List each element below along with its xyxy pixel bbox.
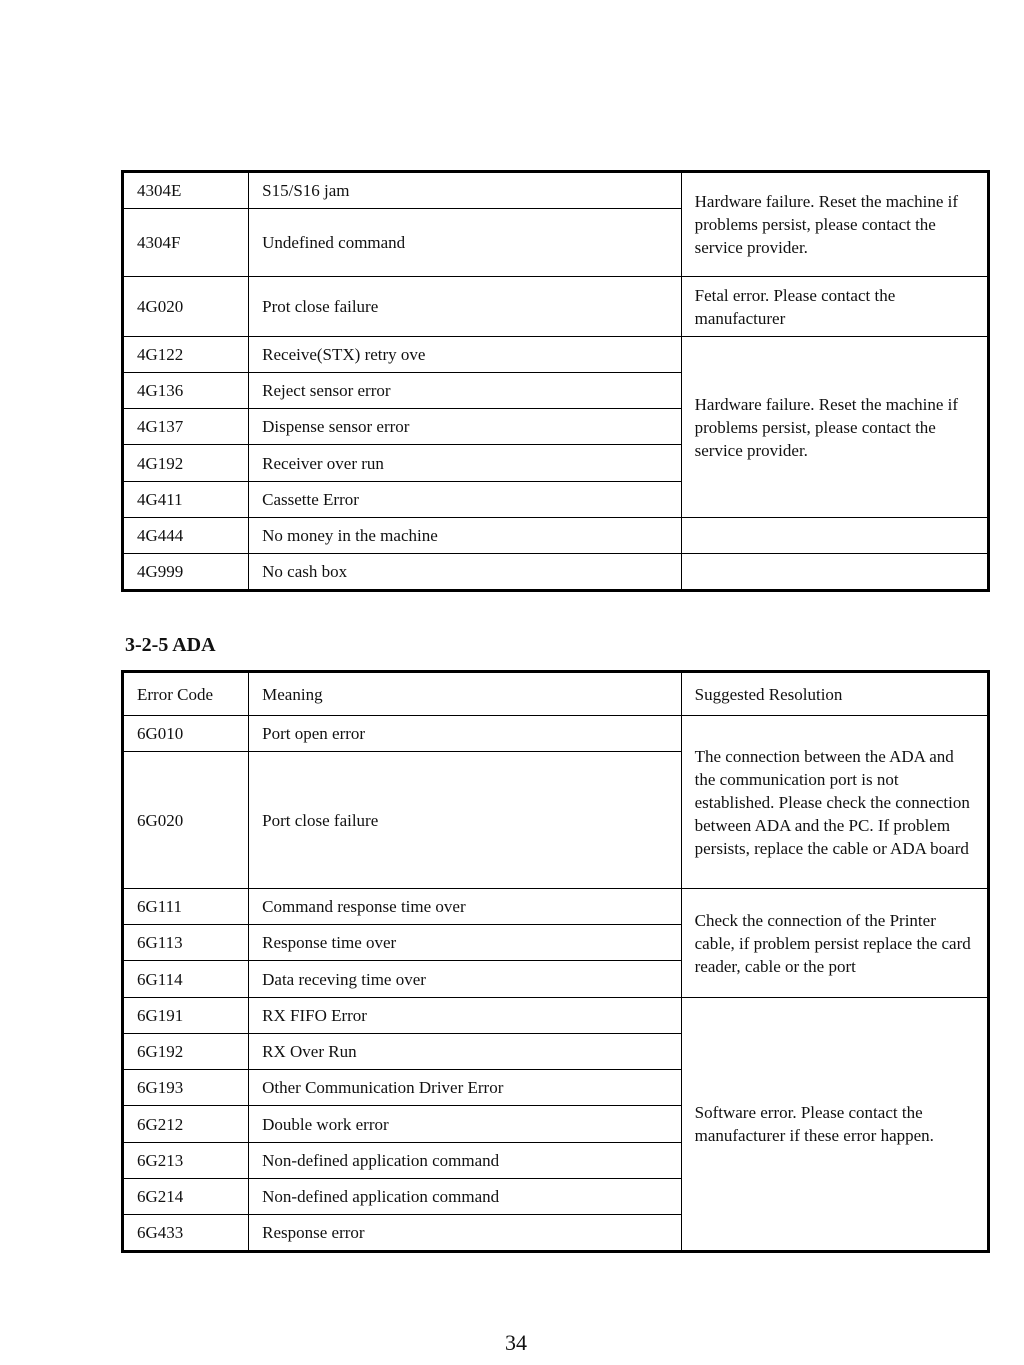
table-row xyxy=(123,172,989,209)
suggested-resolution xyxy=(681,554,988,591)
table-row xyxy=(123,337,989,373)
error-table-ada xyxy=(121,670,990,1253)
page-number: 34 xyxy=(505,1330,527,1355)
table-row xyxy=(123,277,989,337)
error-code: 4G444 xyxy=(123,518,249,554)
error-meaning: Undefined command xyxy=(249,209,681,277)
table-header-row xyxy=(123,672,989,716)
suggested-resolution: Fetal error. Please contact the manufacturer xyxy=(681,277,988,337)
error-code: 6G214 xyxy=(123,1179,249,1215)
error-code: 4G020 xyxy=(123,277,249,337)
error-meaning: Other Communication Driver Error xyxy=(249,1070,681,1106)
header-suggested-resolution: Suggested Resolution xyxy=(681,672,988,716)
suggested-resolution: Software error. Please contact the manufacturer if these error happen. xyxy=(681,998,988,1252)
error-code: 4304F xyxy=(123,209,249,277)
table-row xyxy=(123,998,989,1034)
error-code: 6G114 xyxy=(123,961,249,998)
error-code: 6G191 xyxy=(123,998,249,1034)
error-meaning: Data receving time over xyxy=(249,961,681,998)
error-code: 6G213 xyxy=(123,1143,249,1179)
error-meaning: Response error xyxy=(249,1215,681,1252)
error-meaning: Non-defined application command xyxy=(249,1179,681,1215)
error-code: 6G212 xyxy=(123,1106,249,1143)
error-code: 4G137 xyxy=(123,409,249,445)
error-meaning: Port close failure xyxy=(249,752,681,889)
error-code: 6G193 xyxy=(123,1070,249,1106)
error-meaning: Command response time over xyxy=(249,889,681,925)
error-meaning: Non-defined application command xyxy=(249,1143,681,1179)
error-meaning: Response time over xyxy=(249,925,681,961)
suggested-resolution: The connection between the ADA and the communication port is not established. Please check the connection between ADA and the PC. If problem persists, replace the cable or ADA board xyxy=(681,716,988,889)
error-meaning: RX Over Run xyxy=(249,1034,681,1070)
error-meaning: Receive(STX) retry ove xyxy=(249,337,681,373)
error-meaning: S15/S16 jam xyxy=(249,172,681,209)
error-meaning: RX FIFO Error xyxy=(249,998,681,1034)
error-code: 4G411 xyxy=(123,482,249,518)
header-meaning: Meaning xyxy=(249,672,681,716)
header-error-code: Error Code xyxy=(123,672,249,716)
error-meaning: Double work error xyxy=(249,1106,681,1143)
error-meaning: Dispense sensor error xyxy=(249,409,681,445)
table-row xyxy=(123,889,989,925)
error-code: 6G113 xyxy=(123,925,249,961)
section-heading: 3-2-5 ADA xyxy=(125,634,216,656)
error-meaning: No money in the machine xyxy=(249,518,681,554)
error-code: 4G122 xyxy=(123,337,249,373)
error-code: 4G999 xyxy=(123,554,249,591)
error-table-1 xyxy=(121,170,990,592)
suggested-resolution: Hardware failure. Reset the machine if problems persist, please contact the service provider. xyxy=(681,172,988,277)
error-code: 6G433 xyxy=(123,1215,249,1252)
error-code: 6G192 xyxy=(123,1034,249,1070)
suggested-resolution: Hardware failure. Reset the machine if problems persist, please contact the service provider. xyxy=(681,337,988,518)
error-code: 4304E xyxy=(123,172,249,209)
error-code: 6G111 xyxy=(123,889,249,925)
error-code: 6G020 xyxy=(123,752,249,889)
error-code: 4G192 xyxy=(123,445,249,482)
suggested-resolution: Check the connection of the Printer cable, if problem persist replace the card reader, cable or the port xyxy=(681,889,988,998)
error-meaning: Cassette Error xyxy=(249,482,681,518)
error-meaning: Prot close failure xyxy=(249,277,681,337)
error-meaning: No cash box xyxy=(249,554,681,591)
table-row xyxy=(123,518,989,554)
suggested-resolution xyxy=(681,518,988,554)
error-code: 4G136 xyxy=(123,373,249,409)
error-meaning: Receiver over run xyxy=(249,445,681,482)
error-code: 6G010 xyxy=(123,716,249,752)
error-meaning: Port open error xyxy=(249,716,681,752)
table-row xyxy=(123,554,989,591)
error-meaning: Reject sensor error xyxy=(249,373,681,409)
table-row xyxy=(123,716,989,752)
